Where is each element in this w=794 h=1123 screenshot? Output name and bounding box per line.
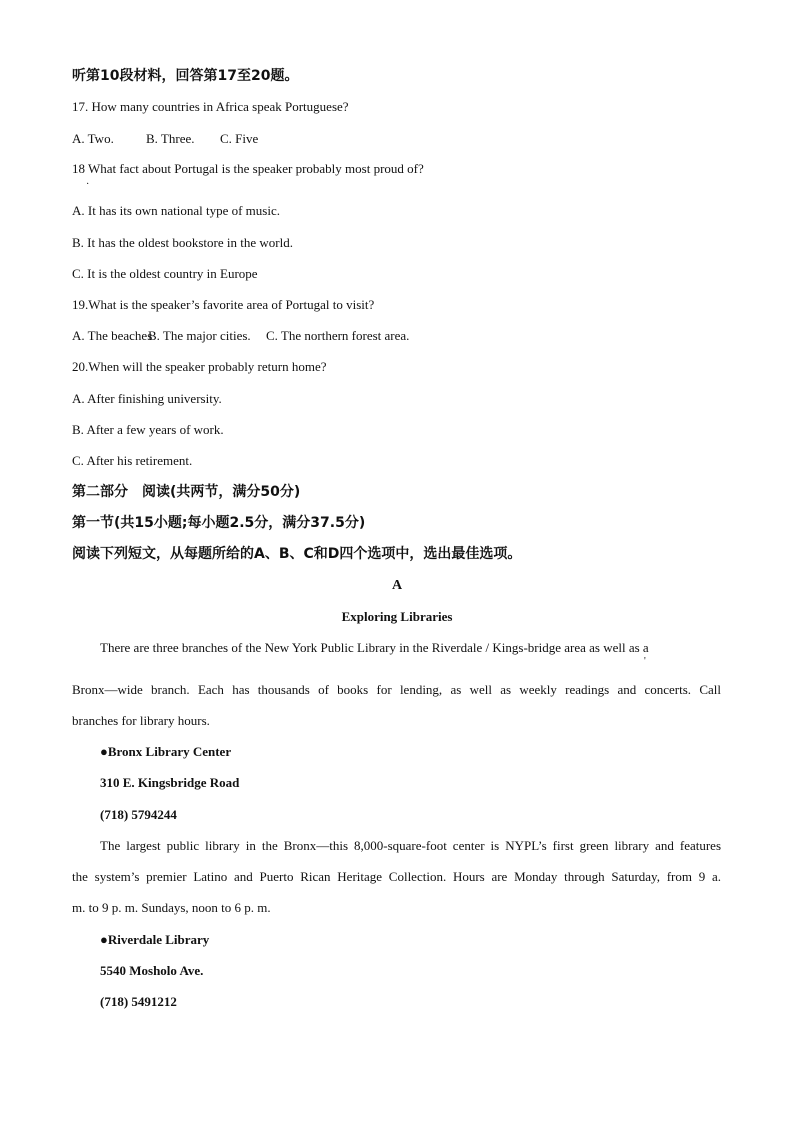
question-17-option-c: C. Five [220,131,259,146]
library-1-description-line-2: the system’s premier Latino and Puerto Rican Heritage Collection. Hours are Monday through Saturday, from 9 a. [72,869,721,884]
reading-instruction: 阅读下列短文，从每题所给的A、B、C和D四个选项中，选出最佳选项。 [72,546,522,562]
question-18-option-b: B. It has the oldest bookstore in the world. [72,235,293,250]
intro-line-1: There are three branches of the New York Public Library in the Riverdale / Kings-bridge area as well as a [100,640,649,655]
stray-dot-mark: ' [644,656,646,667]
stray-dot-mark: · [86,179,90,190]
reading-section-title: 第一节(共15小题;每小题2.5分，满分37.5分) [72,515,366,531]
question-20-option-a: A. After finishing university. [72,391,222,406]
library-1-name: ●Bronx Library Center [100,744,232,759]
question-19-option-a: A. The beaches [72,328,153,343]
question-20-stem: 20.When will the speaker probably return home? [72,359,327,374]
question-20-option-c: C. After his retirement. [72,453,193,468]
question-17-options [72,130,258,148]
question-18-option-c: C. It is the oldest country in Europe [72,266,258,281]
question-17-option-a: A. Two. [72,131,114,146]
library-2-name: ●Riverdale Library [100,932,210,947]
question-17-stem: 17. How many countries in Africa speak Portuguese? [72,99,349,114]
question-17-option-b: B. Three. [146,131,195,146]
reading-part-title: 第二部分 阅读(共两节，满分50分) [72,484,301,500]
intro-line-2: Bronx—wide branch. Each has thousands of books for lending, as well as weekly readings and concerts. Call [72,682,721,697]
question-18-option-a: A. It has its own national type of music. [72,203,280,218]
library-1-description-line-3: m. to 9 p. m. Sundays, noon to 6 p. m. [72,900,271,915]
listening-section-header: 听第10段材料，回答第17至20题。 [72,68,299,84]
passage-title: Exploring Libraries [341,609,453,624]
library-1-phone: (718) 5794244 [100,807,177,822]
question-18-stem: 18 What fact about Portugal is the speaker probably most proud of? [72,161,424,176]
question-19-options [72,327,409,345]
library-2-phone: (718) 5491212 [100,994,177,1009]
question-19-stem: 19.What is the speaker’s favorite area of Portugal to visit? [72,297,375,312]
library-1-description-line-1: The largest public library in the Bronx—this 8,000-square-foot center is NYPL’s first green library and features [100,838,721,853]
library-2-address: 5540 Mosholo Ave. [100,963,204,978]
question-19-option-b: B. The major cities. [148,328,251,343]
question-20-option-b: B. After a few years of work. [72,422,224,437]
library-1-address: 310 E. Kingsbridge Road [100,775,240,790]
passage-letter: A [391,578,403,593]
intro-line-3: branches for library hours. [72,713,210,728]
question-19-option-c: C. The northern forest area. [266,328,410,343]
